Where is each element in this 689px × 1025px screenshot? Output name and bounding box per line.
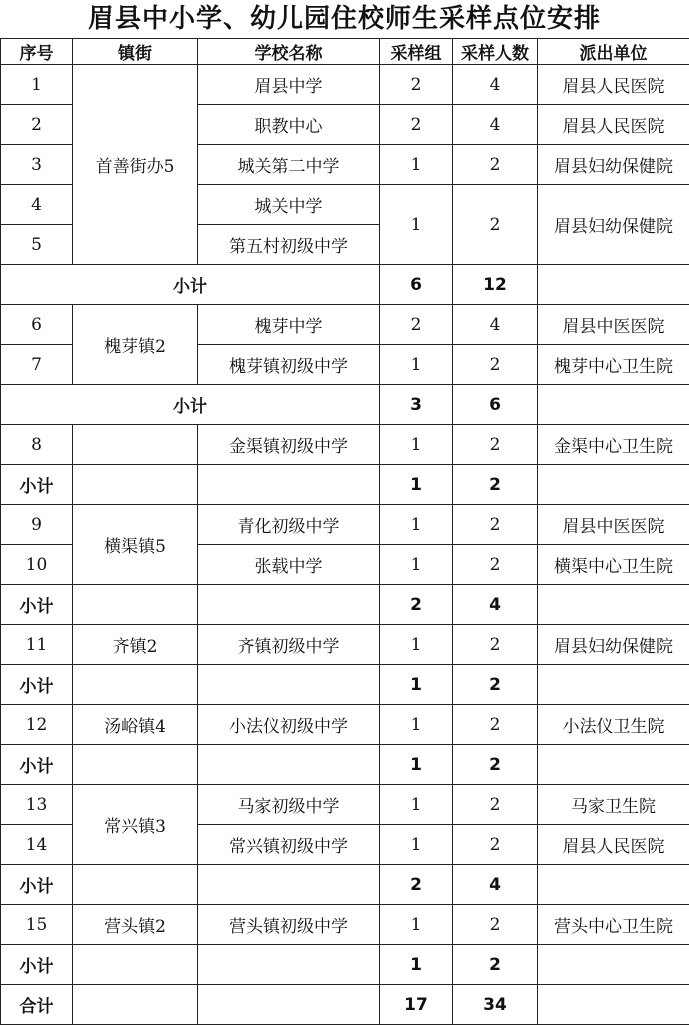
row-town: 首善街办5	[73, 65, 198, 265]
row-groups: 1	[380, 905, 453, 945]
row-town: 营头镇2	[73, 905, 198, 945]
subtotal-unit	[538, 465, 689, 505]
row-people: 2	[453, 425, 538, 465]
subtotal-unit	[538, 385, 689, 425]
row-groups: 2	[380, 305, 453, 345]
subtotal-row	[1, 665, 689, 705]
subtotal-groups: 1	[380, 945, 453, 985]
row-unit: 眉县人民医院	[538, 105, 689, 145]
row-school: 常兴镇初级中学	[198, 825, 380, 865]
subtotal-groups: 3	[380, 385, 453, 425]
row-unit: 眉县中医医院	[538, 305, 689, 345]
subtotal-label: 小计	[1, 665, 73, 705]
row-no: 3	[1, 145, 73, 185]
subtotal-row	[1, 585, 689, 625]
row-no: 7	[1, 345, 73, 385]
subtotal-groups: 1	[380, 665, 453, 705]
row-no: 8	[1, 425, 73, 465]
row-no: 10	[1, 545, 73, 585]
header-school: 学校名称	[198, 39, 380, 65]
empty-cell	[198, 985, 380, 1025]
row-unit: 槐芽中心卫生院	[538, 345, 689, 385]
empty-cell	[198, 585, 380, 625]
row-no: 14	[1, 825, 73, 865]
row-no: 5	[1, 225, 73, 265]
header-row	[1, 39, 689, 65]
row-school: 小法仪初级中学	[198, 705, 380, 745]
row-groups: 1	[380, 705, 453, 745]
row-unit: 眉县中医医院	[538, 505, 689, 545]
subtotal-unit	[538, 865, 689, 905]
row-unit: 眉县妇幼保健院	[538, 625, 689, 665]
row-people: 2	[453, 905, 538, 945]
row-people: 2	[453, 545, 538, 585]
table-row	[1, 505, 689, 545]
table-row	[1, 425, 689, 465]
row-town: 横渠镇5	[73, 505, 198, 585]
row-groups: 1	[380, 145, 453, 185]
subtotal-people: 2	[453, 945, 538, 985]
total-row	[1, 985, 689, 1025]
subtotal-unit	[538, 265, 689, 305]
row-people: 2	[453, 825, 538, 865]
empty-cell	[198, 945, 380, 985]
row-people: 4	[453, 105, 538, 145]
row-groups: 1	[380, 505, 453, 545]
empty-cell	[198, 745, 380, 785]
subtotal-unit	[538, 665, 689, 705]
row-groups: 2	[380, 105, 453, 145]
subtotal-label: 小计	[1, 465, 73, 505]
total-groups: 17	[380, 985, 453, 1025]
subtotal-label: 小计	[1, 585, 73, 625]
row-groups: 1	[380, 785, 453, 825]
subtotal-row	[1, 745, 689, 785]
empty-cell	[73, 865, 198, 905]
row-people: 2	[453, 785, 538, 825]
row-no: 2	[1, 105, 73, 145]
table-row	[1, 65, 689, 105]
row-people: 2	[453, 145, 538, 185]
row-unit: 眉县人民医院	[538, 825, 689, 865]
row-people: 2	[453, 345, 538, 385]
empty-cell	[73, 585, 198, 625]
subtotal-label: 小计	[1, 945, 73, 985]
row-people: 2	[453, 705, 538, 745]
empty-cell	[198, 465, 380, 505]
row-school: 齐镇初级中学	[198, 625, 380, 665]
empty-cell	[73, 745, 198, 785]
row-groups: 1	[380, 825, 453, 865]
row-school: 马家初级中学	[198, 785, 380, 825]
row-unit: 马家卫生院	[538, 785, 689, 825]
row-no: 6	[1, 305, 73, 345]
row-unit: 营头中心卫生院	[538, 905, 689, 945]
row-school: 城关中学	[198, 185, 380, 225]
subtotal-people: 2	[453, 745, 538, 785]
header-groups: 采样组	[380, 39, 453, 65]
subtotal-unit	[538, 945, 689, 985]
row-unit: 眉县妇幼保健院	[538, 185, 689, 265]
subtotal-groups: 1	[380, 745, 453, 785]
row-school: 金渠镇初级中学	[198, 425, 380, 465]
subtotal-label: 小计	[1, 745, 73, 785]
row-no: 1	[1, 65, 73, 105]
empty-cell	[198, 865, 380, 905]
table-row	[1, 705, 689, 745]
row-no: 12	[1, 705, 73, 745]
row-groups: 2	[380, 65, 453, 105]
header-town: 镇街	[73, 39, 198, 65]
row-school: 营头镇初级中学	[198, 905, 380, 945]
header-people: 采样人数	[453, 39, 538, 65]
subtotal-label: 小计	[1, 385, 380, 425]
row-school: 张载中学	[198, 545, 380, 585]
row-people: 2	[453, 625, 538, 665]
row-people: 4	[453, 305, 538, 345]
header-no: 序号	[1, 39, 73, 65]
row-groups: 1	[380, 185, 453, 265]
row-groups: 1	[380, 425, 453, 465]
row-groups: 1	[380, 545, 453, 585]
subtotal-label: 小计	[1, 865, 73, 905]
sampling-table	[0, 38, 689, 1025]
row-unit: 眉县妇幼保健院	[538, 145, 689, 185]
row-town: 常兴镇3	[73, 785, 198, 865]
row-unit: 横渠中心卫生院	[538, 545, 689, 585]
row-people: 2	[453, 185, 538, 265]
row-school: 槐芽镇初级中学	[198, 345, 380, 385]
subtotal-row	[1, 465, 689, 505]
subtotal-row	[1, 945, 689, 985]
row-school: 职教中心	[198, 105, 380, 145]
row-school: 青化初级中学	[198, 505, 380, 545]
subtotal-people: 12	[453, 265, 538, 305]
row-no: 11	[1, 625, 73, 665]
subtotal-row	[1, 265, 689, 305]
total-unit	[538, 985, 689, 1025]
subtotal-groups: 6	[380, 265, 453, 305]
empty-cell	[73, 465, 198, 505]
row-school: 城关第二中学	[198, 145, 380, 185]
table-row	[1, 905, 689, 945]
row-unit: 眉县人民医院	[538, 65, 689, 105]
empty-cell	[73, 945, 198, 985]
subtotal-groups: 2	[380, 865, 453, 905]
empty-cell	[73, 985, 198, 1025]
empty-cell	[198, 665, 380, 705]
row-people: 2	[453, 505, 538, 545]
total-label: 合计	[1, 985, 73, 1025]
subtotal-row	[1, 865, 689, 905]
subtotal-people: 4	[453, 865, 538, 905]
row-town: 槐芽镇2	[73, 305, 198, 385]
table-row	[1, 305, 689, 345]
subtotal-people: 2	[453, 665, 538, 705]
row-unit: 金渠中心卫生院	[538, 425, 689, 465]
row-groups: 1	[380, 345, 453, 385]
subtotal-unit	[538, 745, 689, 785]
row-town: 齐镇2	[73, 625, 198, 665]
row-school: 第五村初级中学	[198, 225, 380, 265]
row-people: 4	[453, 65, 538, 105]
subtotal-people: 4	[453, 585, 538, 625]
empty-cell	[73, 665, 198, 705]
page-title: 眉县中小学、幼儿园住校师生采样点位安排	[0, 0, 689, 38]
row-unit: 小法仪卫生院	[538, 705, 689, 745]
row-town	[73, 425, 198, 465]
subtotal-label: 小计	[1, 265, 380, 305]
subtotal-groups: 1	[380, 465, 453, 505]
subtotal-row	[1, 385, 689, 425]
subtotal-unit	[538, 585, 689, 625]
row-groups: 1	[380, 625, 453, 665]
row-no: 13	[1, 785, 73, 825]
row-town: 汤峪镇4	[73, 705, 198, 745]
subtotal-people: 2	[453, 465, 538, 505]
header-unit: 派出单位	[538, 39, 689, 65]
subtotal-people: 6	[453, 385, 538, 425]
row-no: 15	[1, 905, 73, 945]
row-no: 4	[1, 185, 73, 225]
table-row	[1, 785, 689, 825]
row-no: 9	[1, 505, 73, 545]
table-row	[1, 625, 689, 665]
total-people: 34	[453, 985, 538, 1025]
subtotal-groups: 2	[380, 585, 453, 625]
row-school: 眉县中学	[198, 65, 380, 105]
row-school: 槐芽中学	[198, 305, 380, 345]
